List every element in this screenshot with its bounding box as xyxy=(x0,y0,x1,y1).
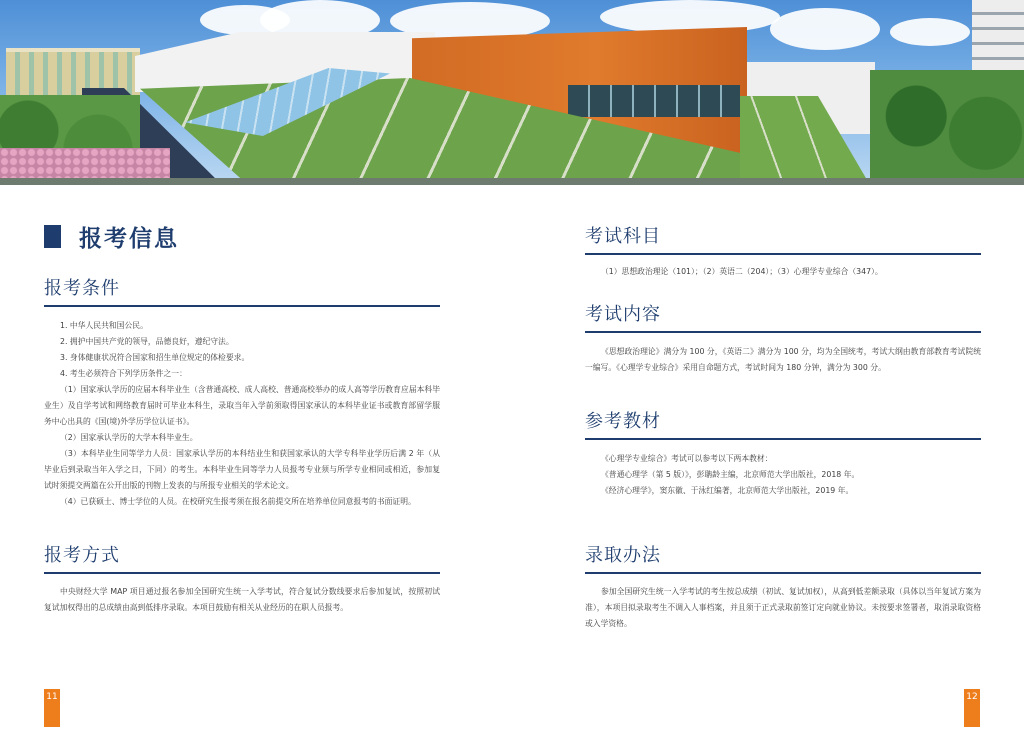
section-title-content: 考试内容 xyxy=(585,300,981,333)
subjects-body: （1）思想政治理论（101）；（2）英语二（204）；（3）心理学专业综合（347）。 xyxy=(601,267,883,276)
condition-subitem: （4）已获硕士、博士学位的人员。在校研究生报考须在报名前提交所在培养单位同意报考的书面证明。 xyxy=(60,497,416,506)
section-title-conditions: 报考条件 xyxy=(44,274,440,307)
main-heading-text: 报考信息 xyxy=(79,225,179,252)
method-body: 中央财经大学 MAP 项目通过报名参加全国研究生统一入学考试，符合复试分数线要求后参加复试，按照初试复试加权得出的总成绩由高到低排序录取。本项目鼓励有相关从业经历的在职人员报考。 xyxy=(44,587,440,612)
condition-item: 3. 身体健康状况符合国家和招生单位规定的体检要求。 xyxy=(60,353,250,362)
textbook-line: 《普通心理学（第 5 版）》，彭聃龄主编，北京师范大学出版社，2018 年。 xyxy=(601,470,860,479)
building-windows xyxy=(568,85,740,117)
condition-subitem: （1）国家承认学历的应届本科毕业生（含普通高校、成人高校、普通高校举办的成人高等学历教育应届本科毕业生）及自学考试和网络教育届时可毕业本科生，录取当年入学前须取得国家承认的本科毕业证书或教育部留学服务中心出具的《国(境)外学历学位认证书》。 xyxy=(44,385,440,426)
conditions-body xyxy=(44,318,440,510)
trees-right xyxy=(870,70,1024,185)
textbook-line: 《心理学专业综合》考试可以参考以下两本教材： xyxy=(601,454,773,463)
page-number-right: 12 xyxy=(964,689,980,727)
section-title-admission: 录取办法 xyxy=(585,541,981,574)
campus-photo-banner xyxy=(0,0,1024,185)
section-title-method: 报考方式 xyxy=(44,541,440,574)
section-title-textbooks: 参考教材 xyxy=(585,407,981,440)
heading-bar-marker xyxy=(44,225,61,248)
main-heading xyxy=(44,220,179,253)
condition-item: 1. 中华人民共和国公民。 xyxy=(60,321,148,330)
condition-subitem: （2）国家承认学历的大学本科毕业生。 xyxy=(60,433,198,442)
textbooks-body xyxy=(585,451,981,499)
page-number-left: 11 xyxy=(44,689,60,727)
condition-item: 2. 拥护中国共产党的领导，品德良好，遵纪守法。 xyxy=(60,337,234,346)
ground xyxy=(0,178,1024,185)
textbook-line: 《经济心理学》，窦东徽、于泳红编著，北京师范大学出版社，2019 年。 xyxy=(601,486,854,495)
condition-item: 4. 考生必须符合下列学历条件之一： xyxy=(60,369,187,378)
section-title-subjects: 考试科目 xyxy=(585,222,981,255)
admission-body: 参加全国研究生统一入学考试的考生按总成绩（初试、复试加权），从高到低差额录取（具体以当年复试方案为准），本项目拟录取考生不调入人事档案，并且须于正式录取前签订定向就业协议。未按要求签署者，取消录取资格或入学资格。 xyxy=(585,587,981,628)
condition-subitem: （3）本科毕业生同等学力人员：国家承认学历的本科结业生和获国家承认的大学专科毕业学历后满 2 年（从毕业后到录取当年入学之日，下同）的考生。本科毕业生同等学力人员报考专业须与所学专业相同或相近，参加复试时须提交两篇在公开出版的刊物上发表的与所报专业相关的学术论文。 xyxy=(44,449,440,490)
content-body: 《思想政治理论》满分为 100 分，《英语二》满分为 100 分，均为全国统考，考试大纲由教育部教育考试院统一编写。《心理学专业综合》采用自命题方式，考试时间为 180 分钟，满分为 300 分。 xyxy=(585,347,981,372)
